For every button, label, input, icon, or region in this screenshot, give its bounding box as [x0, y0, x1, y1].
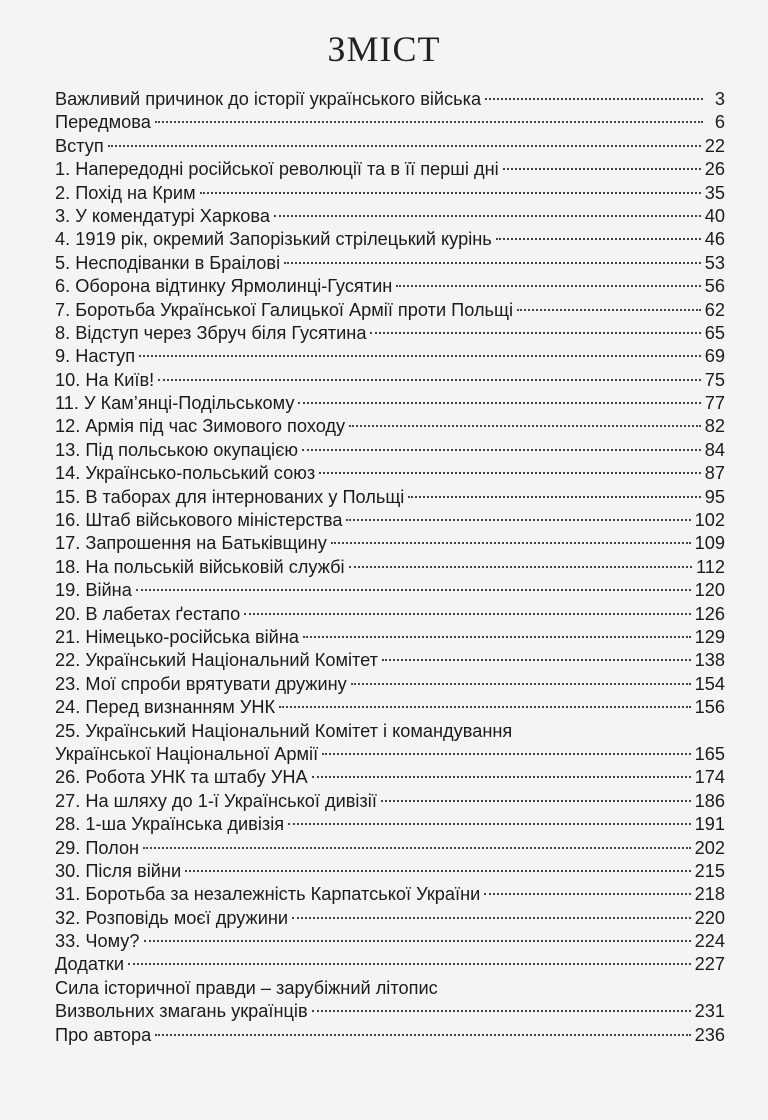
toc-entry-title: 9. Наступ [55, 346, 136, 367]
toc-entry-page-number: 191 [694, 814, 725, 835]
toc-entry [55, 673, 725, 696]
toc-entry-title: 28. 1-ша Українська дивізія [55, 814, 285, 835]
toc-entry [55, 392, 725, 415]
toc-entry-page-number: 102 [694, 510, 725, 531]
toc-entry-title: 22. Український Національний Комітет [55, 650, 378, 671]
toc-entry-page-number: 40 [704, 205, 725, 226]
dot-leader [319, 472, 701, 474]
toc-entry-title: 2. Похід на Крим [55, 182, 196, 203]
toc-entry-page-number: 84 [704, 439, 725, 460]
toc-entry-page-number: 236 [694, 1024, 725, 1045]
toc-entry-title: 20. В лабетах ґестапо [55, 603, 241, 624]
dot-leader [382, 659, 691, 661]
toc-entry-title: 19. Війна [55, 580, 132, 601]
toc-entry [55, 1000, 725, 1023]
dot-leader [349, 566, 692, 568]
dot-leader [312, 1010, 691, 1012]
toc-entry [55, 135, 725, 158]
toc-entry [55, 603, 725, 626]
toc-entry-page-number: 129 [694, 626, 725, 647]
toc-entry [55, 579, 725, 602]
toc-entry [55, 415, 725, 438]
toc-entry-title: 18. На польській військовій службі [55, 556, 345, 577]
toc-entry [55, 790, 725, 813]
toc-entry-page-number: 156 [694, 697, 725, 718]
toc-entry [55, 88, 725, 111]
dot-leader [408, 496, 700, 498]
toc-entry-title: 29. Полон [55, 837, 140, 858]
toc-entry-title: 5. Несподіванки в Браілові [55, 252, 281, 273]
toc-entry-title: Передмова [55, 112, 151, 133]
toc-entry-title: 31. Боротьба за незалежність Карпатської України [55, 884, 481, 905]
toc-entry-title: Додатки [55, 954, 125, 975]
toc-entry [55, 953, 725, 976]
toc-entry-page-number: 53 [704, 252, 725, 273]
dot-leader [351, 683, 691, 685]
toc-entry-title: 15. В таборах для інтернованих у Польщі [55, 486, 405, 507]
toc-entry [55, 509, 725, 532]
dot-leader [144, 940, 691, 942]
dot-leader [274, 215, 701, 217]
toc-entry-title: Важливий причинок до історії українського війська [55, 89, 482, 109]
toc-entry-title: 11. У Кам’янці-Подільському [55, 393, 295, 414]
dot-leader [484, 893, 690, 895]
dot-leader [331, 542, 691, 544]
toc-entry-title: 30. Після війни [55, 860, 182, 881]
dot-leader [517, 309, 701, 311]
toc-entry-page-number: 224 [694, 931, 725, 952]
page-title: ЗМІСТ [327, 29, 441, 69]
toc-entry-title: 27. На шляху до 1-ї Української дивізії [55, 790, 377, 811]
toc-entry [55, 486, 725, 509]
toc-entry-page-number: 218 [694, 884, 725, 905]
toc-entry [55, 813, 725, 836]
toc-entry [55, 158, 725, 181]
toc-entry-page-number: 95 [704, 486, 725, 507]
toc-entry [55, 1024, 725, 1047]
dot-leader [143, 847, 691, 849]
dot-leader [155, 121, 703, 123]
toc-entry-title: 14. Українсько-польський союз [55, 463, 316, 484]
dot-leader [303, 636, 691, 638]
toc-entry [55, 720, 725, 743]
dot-leader [139, 355, 701, 357]
dot-leader [158, 379, 701, 381]
dot-leader [496, 238, 701, 240]
toc-entry-page-number: 126 [694, 603, 725, 624]
dot-leader [370, 332, 700, 334]
dot-leader [200, 192, 701, 194]
toc-entry-page-number: 69 [704, 346, 725, 367]
dot-leader [302, 449, 701, 451]
toc-entry-page-number: 174 [694, 767, 725, 788]
toc-entry-page-number: 65 [704, 322, 725, 343]
toc-entry [55, 743, 725, 766]
toc-entry [55, 626, 725, 649]
dot-leader [128, 963, 691, 965]
toc-entry-page-number: 62 [704, 299, 725, 320]
toc-entry-title: 26. Робота УНК та штабу УНА [55, 767, 308, 788]
dot-leader [244, 613, 690, 615]
toc-entry [55, 860, 725, 883]
toc-entry-page-number: 154 [694, 673, 725, 694]
toc-entry [55, 462, 725, 485]
toc-entry-page-number: 77 [704, 393, 725, 414]
toc-entry [55, 649, 725, 672]
toc-entry-title: 21. Німецько-російська війна [55, 626, 299, 647]
toc-entry-title: Сила історичної правди – зарубіжний літопис [55, 977, 438, 998]
toc-entry-page-number: 75 [704, 369, 725, 390]
dot-leader [346, 519, 690, 521]
toc-entry-page-number: 6 [714, 112, 725, 133]
toc-entry [55, 837, 725, 860]
dot-leader [185, 870, 691, 872]
toc-entry [55, 252, 725, 275]
toc-entry-page-number: 165 [694, 743, 725, 764]
dot-leader [298, 402, 700, 404]
toc-entry-title: 24. Перед визнанням УНК [55, 697, 276, 718]
toc-entry [55, 299, 725, 322]
toc-entry [55, 930, 725, 953]
dot-leader [349, 425, 701, 427]
toc-entry [55, 205, 725, 228]
dot-leader [503, 168, 701, 170]
toc-entry-title: 1. Напередодні російської революції та в її перші дні [55, 159, 499, 180]
toc-entry-page-number: 231 [694, 1001, 725, 1022]
toc-entry-title: 16. Штаб військового міністерства [55, 510, 343, 531]
dot-leader [136, 589, 691, 591]
toc-entry-title: Вступ [55, 135, 104, 156]
toc-entry [55, 766, 725, 789]
toc-entry [55, 883, 725, 906]
toc-entry-page-number: 109 [694, 533, 725, 554]
toc-entry-title: 33. Чому? [55, 931, 140, 952]
toc-entry-title: 23. Мої спроби врятувати дружину [55, 673, 347, 694]
toc-entry-page-number: 87 [704, 463, 725, 484]
toc-entry-title: 25. Український Національний Комітет і командування [55, 720, 513, 741]
toc-entry [55, 228, 725, 251]
toc-entry-page-number: 35 [704, 182, 725, 203]
toc-entry-title: 6. Оборона відтинку Ярмолинці-Гусятин [55, 276, 393, 297]
dot-leader [292, 917, 691, 919]
toc-entry-title: Української Національної Армії [55, 743, 319, 764]
toc-entry-title: 17. Запрошення на Батьківщину [55, 533, 327, 554]
toc-entry-page-number: 186 [694, 790, 725, 811]
toc-entry-page-number: 112 [696, 556, 725, 577]
toc-entry [55, 556, 725, 579]
toc-entry [55, 977, 725, 1000]
toc-entry-page-number: 22 [704, 135, 725, 156]
toc-entry [55, 907, 725, 930]
toc-entry-title: 13. Під польською окупацією [55, 439, 299, 460]
toc-entry-page-number: 227 [694, 954, 725, 975]
toc-entry-page-number: 26 [704, 159, 725, 180]
toc-entry-title: 12. Армія під час Зимового походу [55, 416, 346, 437]
dot-leader [322, 753, 690, 755]
dot-leader [381, 800, 691, 802]
toc-entry-page-number: 3 [714, 89, 725, 109]
toc-entry [55, 532, 725, 555]
toc-entry [55, 322, 725, 345]
dot-leader [288, 823, 691, 825]
toc-entry-page-number: 120 [694, 580, 725, 601]
toc-entry-page-number: 46 [704, 229, 725, 250]
toc-entry [55, 345, 725, 368]
toc-entry-title: 4. 1919 рік, окремий Запорізький стрілецький курінь [55, 229, 492, 250]
dot-leader [279, 706, 691, 708]
toc-entry [55, 182, 725, 205]
toc-entry-page-number: 202 [694, 837, 725, 858]
dot-leader [312, 776, 691, 778]
toc-entry-title: 7. Боротьба Української Галицької Армії проти Польщі [55, 299, 514, 320]
dot-leader [396, 285, 700, 287]
toc-entry-title: 8. Відступ через Збруч біля Гусятина [55, 322, 367, 343]
toc-entry [55, 439, 725, 462]
toc-entry-page-number: 215 [694, 860, 725, 881]
toc-entry-title: 32. Розповідь моєї дружини [55, 907, 289, 928]
dot-leader [155, 1034, 690, 1036]
dot-leader [485, 98, 703, 100]
toc-entry-title: 10. На Київ! [55, 369, 155, 390]
toc-entry [55, 696, 725, 719]
table-of-contents [55, 88, 725, 1047]
toc-entry [55, 111, 725, 134]
dot-leader [284, 262, 701, 264]
toc-entry-page-number: 56 [704, 276, 725, 297]
toc-entry [55, 369, 725, 392]
toc-entry-title: 3. У комендатурі Харкова [55, 205, 270, 226]
toc-entry-page-number: 220 [694, 907, 725, 928]
toc-entry-page-number: 82 [704, 416, 725, 437]
toc-entry-title: Про автора [55, 1024, 152, 1045]
toc-entry-page-number: 138 [694, 650, 725, 671]
toc-entry [55, 275, 725, 298]
dot-leader [108, 145, 701, 147]
toc-entry-title: Визвольних змагань українців [55, 1001, 308, 1022]
